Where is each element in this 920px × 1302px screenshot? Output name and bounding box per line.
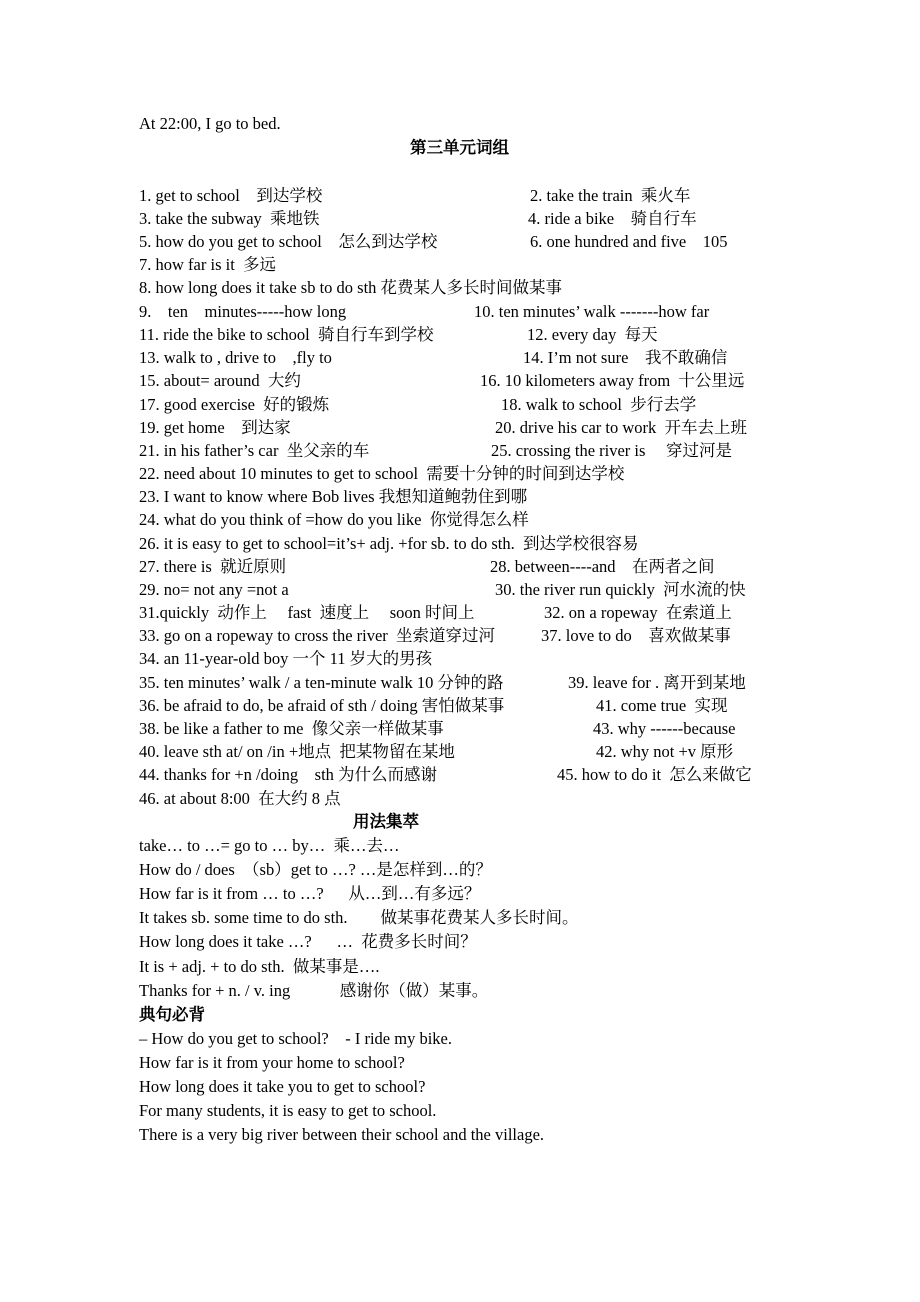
phrase-row (139, 649, 432, 669)
phrase-right: 4. ride a bike 骑自行车 (528, 209, 697, 228)
phrase-left: 24. what do you think of =how do you like 你觉得怎么样 (139, 510, 529, 529)
usage-line: It is + adj. + to do sth. 做某事是…. (139, 957, 380, 976)
phrase-row (139, 232, 728, 252)
sentence-line: There is a very big river between their school and the village. (139, 1125, 545, 1144)
phrase-row (139, 719, 736, 739)
phrase-left: 33. go on a ropeway to cross the river 坐索道穿过河 (139, 626, 496, 645)
phrase-row (139, 580, 746, 600)
phrase-right: 25. crossing the river is 穿过河是 (491, 441, 733, 460)
phrase-right: 28. between----and 在两者之间 (490, 557, 715, 576)
phrase-right: 37. love to do 喜欢做某事 (541, 626, 731, 645)
phrase-left: 7. how far is it 多远 (139, 255, 277, 274)
phrase-row (139, 742, 734, 762)
phrase-right: 39. leave for . 离开到某地 (568, 673, 746, 692)
phrase-row (139, 418, 748, 438)
phrase-left: 35. ten minutes’ walk / a ten-minute walk 10 分钟的路 (139, 673, 504, 692)
usage-line: How far is it from … to …? 从…到…有多远？ (139, 884, 481, 903)
phrase-row (139, 302, 710, 322)
phrase-left: 8. how long does it take sb to do sth 花费某人多长时间做某事 (139, 278, 563, 297)
phrase-left: 46. at about 8:00 在大约 8 点 (139, 789, 341, 808)
usage-line: How long does it take …? … 花费多长时间？ (139, 932, 477, 951)
usage-line: Thanks for + n. / v. ing 感谢你（做）某事。 (139, 981, 489, 1000)
phrase-right: 32. on a ropeway 在索道上 (544, 603, 732, 622)
phrase-row (139, 789, 341, 809)
phrase-right: 6. one hundred and five 105 (530, 232, 728, 251)
phrase-left: 36. be afraid to do, be afraid of sth / doing 害怕做某事 (139, 696, 505, 715)
phrase-left: 44. thanks for +n /doing sth 为什么而感谢 (139, 765, 438, 784)
phrase-right: 2. take the train 乘火车 (530, 186, 691, 205)
phrase-left: 26. it is easy to get to school=it’s+ adj. +for sb. to do sth. 到达学校很容易 (139, 534, 639, 553)
intro-sentence: At 22:00, I go to bed. (139, 114, 281, 133)
phrase-row (139, 186, 691, 206)
phrase-row (139, 441, 733, 461)
phrase-right: 43. why ------because (593, 719, 736, 738)
phrase-right: 20. drive his car to work 开车去上班 (495, 418, 748, 437)
sentences-title: 典句必背 (139, 1005, 205, 1024)
phrase-right: 42. why not +v 原形 (596, 742, 734, 761)
phrase-row (139, 395, 697, 415)
phrase-row (139, 348, 728, 368)
phrase-right: 18. walk to school 步行去学 (501, 395, 697, 414)
phrase-row (139, 765, 752, 785)
phrase-left: 40. leave sth at/ on /in +地点 把某物留在某地 (139, 742, 455, 761)
phrase-left: 1. get to school 到达学校 (139, 186, 323, 205)
usage-line: It takes sb. some time to do sth. 做某事花费某人多长时间。 (139, 908, 579, 927)
phrase-right: 16. 10 kilometers away from 十公里远 (480, 371, 745, 390)
phrase-row (139, 534, 639, 554)
usage-line: How do / does （sb）get to …? …是怎样到…的？ (139, 860, 492, 879)
phrase-right: 30. the river run quickly 河水流的快 (495, 580, 746, 599)
unit-title: 第三单元词组 (410, 138, 509, 157)
phrase-left: 27. there is 就近原则 (139, 557, 287, 576)
sentence-line: How far is it from your home to school? (139, 1053, 405, 1072)
phrase-right: 45. how to do it 怎么来做它 (557, 765, 752, 784)
phrase-right: 12. every day 每天 (527, 325, 658, 344)
phrase-left: 9. ten minutes-----how long (139, 302, 347, 321)
phrase-left: 31.quickly 动作上 fast 速度上 soon 时间上 (139, 603, 475, 622)
phrase-row (139, 487, 527, 507)
phrase-left: 21. in his father’s car 坐父亲的车 (139, 441, 370, 460)
phrase-row (139, 325, 658, 345)
phrase-left: 19. get home 到达家 (139, 418, 291, 437)
phrase-right: 41. come true 实现 (596, 696, 728, 715)
phrase-row (139, 209, 697, 229)
phrase-left: 13. walk to , drive to ,fly to (139, 348, 332, 367)
phrase-row (139, 673, 746, 693)
usage-line: take… to …= go to … by… 乘…去… (139, 836, 400, 855)
sentence-line: For many students, it is easy to get to school. (139, 1101, 437, 1120)
sentence-line: How long does it take you to get to school? (139, 1077, 426, 1096)
phrase-left: 38. be like a father to me 像父亲一样做某事 (139, 719, 444, 738)
usage-title: 用法集萃 (353, 812, 419, 831)
phrase-left: 29. no= not any =not a (139, 580, 289, 599)
phrase-row (139, 603, 732, 623)
phrase-left: 17. good exercise 好的锻炼 (139, 395, 330, 414)
phrase-left: 34. an 11-year-old boy 一个 11 岁大的男孩 (139, 649, 433, 668)
phrase-row (139, 626, 731, 646)
phrase-row (139, 696, 728, 716)
phrase-left: 11. ride the bike to school 骑自行车到学校 (139, 325, 434, 344)
phrase-row (139, 557, 715, 577)
phrase-row (139, 255, 276, 275)
phrase-row (139, 278, 562, 298)
phrase-left: 3. take the subway 乘地铁 (139, 209, 320, 228)
sentence-line: – How do you get to school? - I ride my bike. (139, 1029, 452, 1048)
phrase-row (139, 464, 624, 484)
phrase-right: 14. I’m not sure 我不敢确信 (523, 348, 728, 367)
phrase-left: 5. how do you get to school 怎么到达学校 (139, 232, 438, 251)
phrase-left: 15. about= around 大约 (139, 371, 301, 390)
phrase-left: 22. need about 10 minutes to get to school 需要十分钟的时间到达学校 (139, 464, 625, 483)
phrase-row (139, 510, 529, 530)
phrase-left: 23. I want to know where Bob lives 我想知道鲍勃住到哪 (139, 487, 528, 506)
phrase-right: 10. ten minutes’ walk -------how far (474, 302, 710, 321)
phrase-row (139, 371, 745, 391)
